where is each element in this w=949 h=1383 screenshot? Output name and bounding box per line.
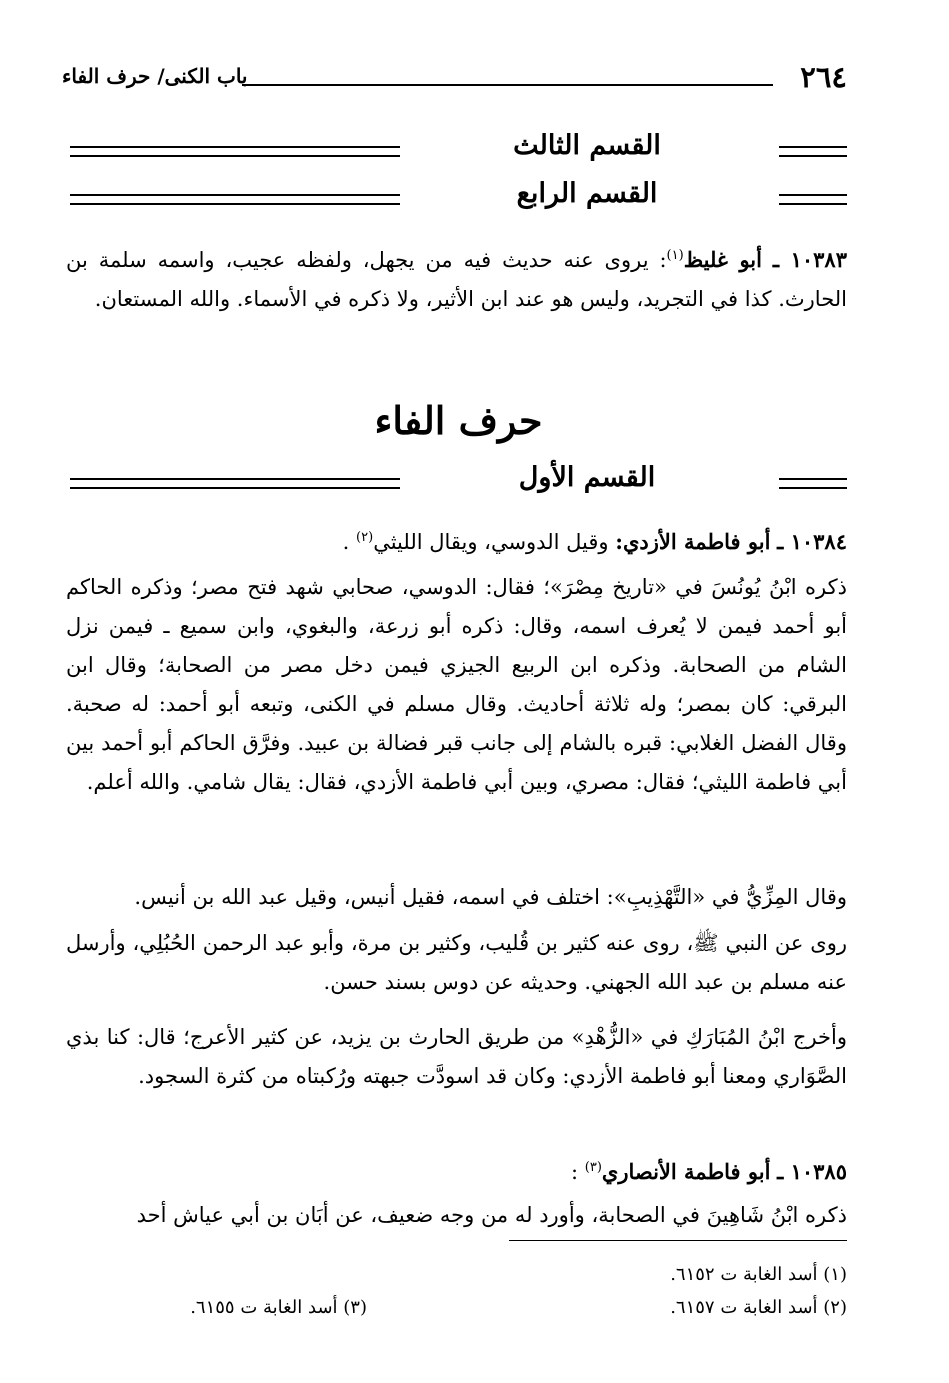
- section-title-first: [70, 460, 847, 506]
- page-number: ٢٦٤: [800, 60, 847, 94]
- footnote-row: [66, 1258, 847, 1291]
- double-rule: [70, 146, 400, 157]
- chapter-title: حرف الفاء: [374, 398, 543, 443]
- entry-intro-end: .: [342, 530, 350, 554]
- footnote-2: (٢) أسد الغابة ت ٦١٥٧.: [670, 1297, 847, 1318]
- footnote-ref[interactable]: (١): [666, 248, 684, 263]
- footnote-ref[interactable]: (٢): [356, 530, 374, 545]
- entry-number: ١٠٣٨٥ ـ: [777, 1159, 847, 1184]
- double-rule: [70, 194, 400, 205]
- entry-text: : يروى عنه حديث فيه من يجهل، ولفظه عجيب، واسمه سلمة بن الحارث. كذا في التجريد، وليس هو عند ابن الأثير، ولا ذكره في الأسماء. والله المستعان.: [66, 248, 847, 311]
- entry-number: ١٠٣٨٣ ـ: [772, 247, 847, 272]
- entry-10384-paragraph: وأخرج ابْنُ المُبَارَكِ في «الزُّهْدِ» من طريق الحارث بن يزيد، عن كثير الأعرج؛ قال: كنا بذي الصَّوَاري ومعنا أبو فاطمة الأزدي: وكان قد اسودَّت جبهته ورُكبتاه من كثرة السجود.: [66, 1025, 847, 1088]
- entry-10384-heading: [66, 518, 847, 562]
- section-label: القسم الأول: [518, 462, 656, 493]
- footnote-row: [66, 1291, 847, 1324]
- entry-10384-paragraph: روى عن النبي ﷺ، روى عنه كثير بن قُليب، وكثير بن مرة، وأبو عبد الرحمن الحُبُلِي، وأرسل عنه مسلم بن عبد الله الجهني. وحديثه عن دوس بسند حسن.: [66, 931, 847, 994]
- double-rule: [779, 146, 847, 157]
- footnotes: [66, 1258, 847, 1324]
- entry-10384-paragraph: وقال المِزِّيُّ في «التَّهْذِيبِ»: اختلف في اسمه، فقيل أنيس، وقيل عبد الله بن أنيس.: [134, 885, 847, 909]
- section-label: القسم الرابع: [516, 178, 658, 209]
- entry-name: أبو فاطمة الأنصاري: [601, 1159, 771, 1184]
- entry-10385-paragraph: ذكره ابْنُ شَاهِينَ في الصحابة، وأورد له من وجه ضعيف، عن أبَان بن أبي عياش أحد: [136, 1203, 847, 1227]
- running-title: باب الكنى/ حرف الفاء: [62, 64, 248, 88]
- running-header: [62, 58, 847, 98]
- section-title-third: [70, 128, 847, 174]
- entry-name: أبو فاطمة الأزدي:: [615, 529, 771, 554]
- footnote-1: (١) أسد الغابة ت ٦١٥٢.: [670, 1264, 847, 1285]
- double-rule: [779, 194, 847, 205]
- entry-intro: وقيل الدوسي، ويقال الليثي: [373, 530, 609, 554]
- entry-10384-paragraph: ذكره ابْنُ يُونُسَ في «تاريخ مِصْرَ»؛ فقال: الدوسي، صحابي شهد فتح مصر؛ وذكره الحاكم أبو أحمد فيمن لا يُعرف اسمه، وقال: ذكره أبو زرعة، والبغوي، وابن سميع ـ فيمن نزل الشام من الصحابة. وذكره ابن الربيع الجيزي فيمن دخل مصر من الصحابة؛ وقال ابن البرقي: كان بمصر؛ وله ثلاثة أحاديث. وقال مسلم في الكنى، وتبعه أبو أحمد: له صحبة. وقال الفضل الغلابي: قبره بالشام إلى جانب قبر فضالة بن عبيد. وفرَّق الحاكم أبو أحمد بين أبي فاطمة الليثي؛ فقال: مصري، وبين أبي فاطمة الأزدي، فقال: يقال شامي. والله أعلم.: [66, 575, 847, 794]
- entry-10383: [66, 236, 847, 319]
- section-title-fourth: [70, 176, 847, 222]
- double-rule: [70, 478, 400, 489]
- section-label: القسم الثالث: [513, 130, 661, 161]
- entry-name: أبو غليظ: [683, 247, 762, 272]
- footnote-ref[interactable]: (٣): [584, 1160, 602, 1175]
- entry-number: ١٠٣٨٤ ـ: [777, 529, 847, 554]
- entry-colon: :: [570, 1160, 579, 1184]
- footnote-3: (٣) أسد الغابة ت ٦١٥٥.: [190, 1297, 367, 1318]
- header-rule: [242, 84, 773, 86]
- double-rule: [779, 478, 847, 489]
- entry-10385-heading: [66, 1148, 847, 1192]
- footnote-separator: [509, 1240, 847, 1241]
